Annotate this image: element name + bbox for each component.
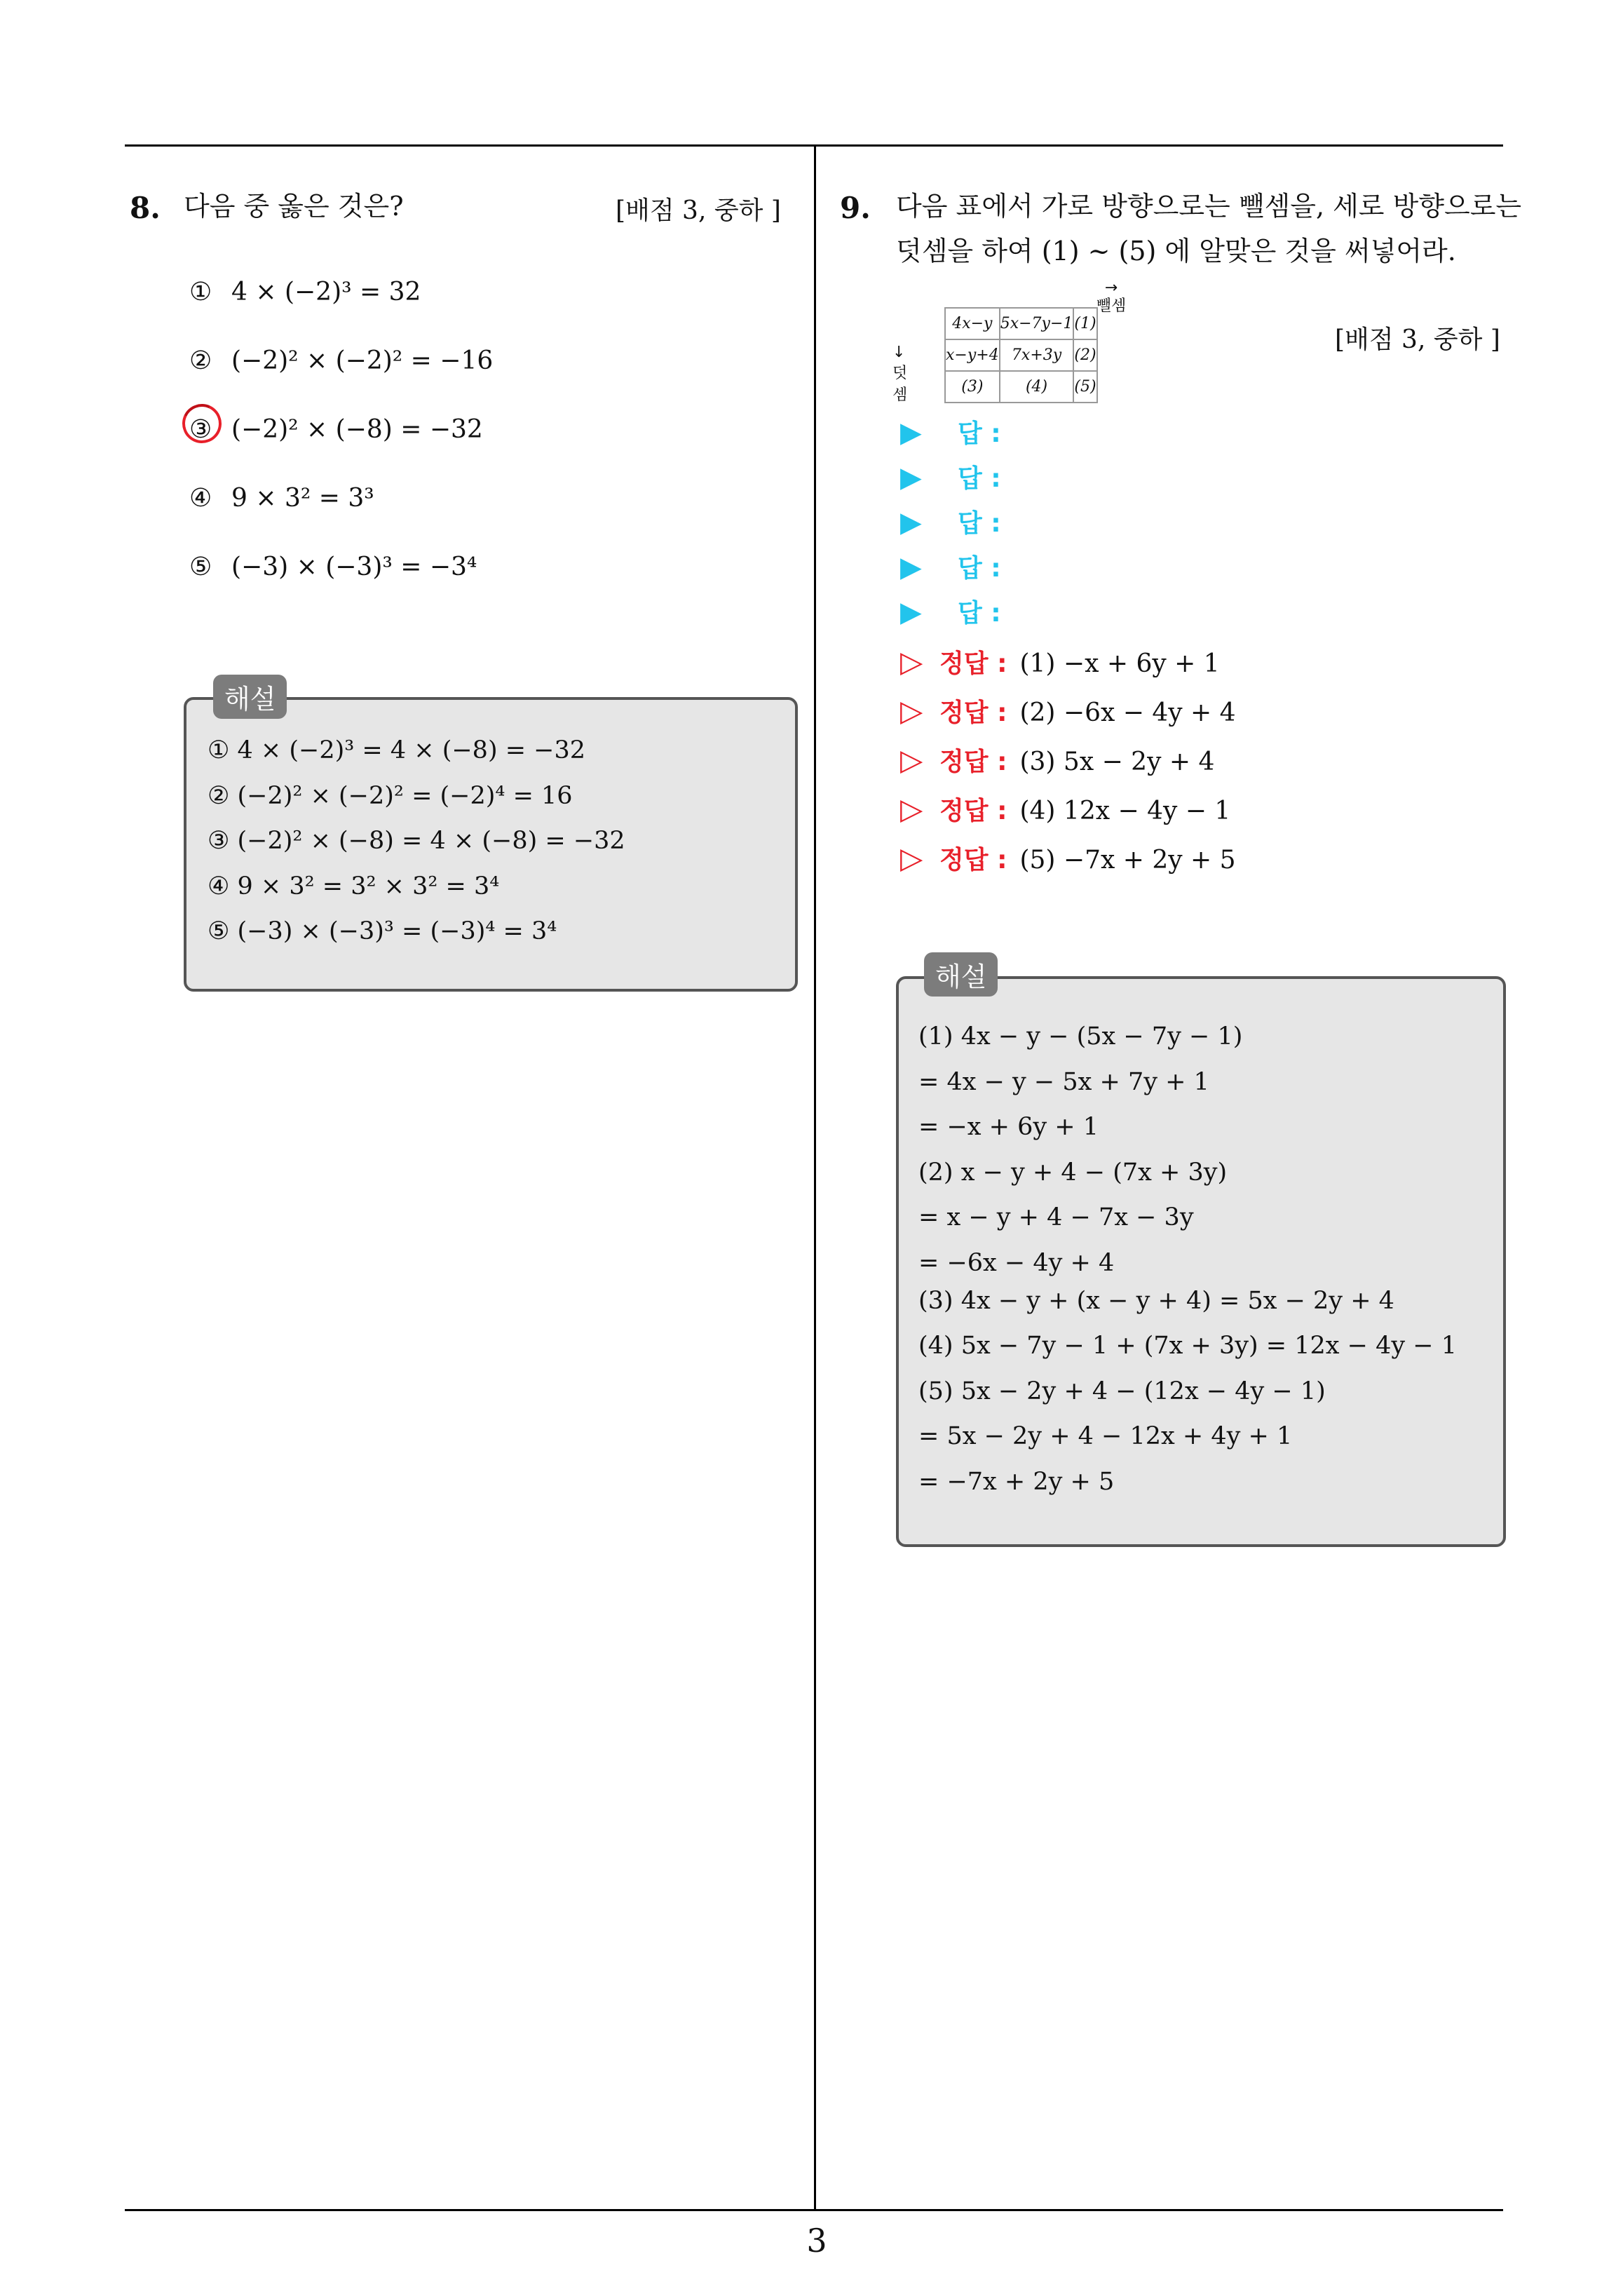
table-cell: (5) xyxy=(1073,371,1096,403)
correct-label: 정답 : xyxy=(939,846,1007,874)
solution-line: ④ 9 × 3² = 3² × 3² = 3⁴ xyxy=(208,872,500,900)
blue-triangle-icon: ▶ xyxy=(900,417,922,449)
blue-triangle-icon: ▶ xyxy=(900,461,922,494)
answer-label: 답 : xyxy=(958,554,1001,583)
choice-mark: ② xyxy=(189,346,212,375)
answer-prompt[interactable] xyxy=(900,459,1001,494)
answer-label: 답 : xyxy=(958,464,1001,493)
table-cell: 4x−y xyxy=(945,308,1000,339)
correct-answer xyxy=(900,644,1220,680)
blue-triangle-icon: ▶ xyxy=(900,506,922,539)
answer-prompt[interactable] xyxy=(900,504,1001,539)
q9-text-line1: 다음 표에서 가로 방향으로는 뺄셈을, 세로 방향으로는 xyxy=(896,191,1522,222)
table-cell: (4) xyxy=(1000,371,1074,403)
table-cell: (1) xyxy=(1073,308,1096,339)
choice-2[interactable] xyxy=(189,346,493,415)
operation-grid xyxy=(944,307,1098,403)
red-outline-triangle-icon: ▷ xyxy=(900,644,923,679)
solution-line: (5) 5x − 2y + 4 − (12x − 4y − 1) xyxy=(918,1377,1326,1405)
blue-triangle-icon: ▶ xyxy=(900,551,922,583)
q9-number: 9. xyxy=(840,191,871,225)
column-divider xyxy=(814,144,816,2210)
q8-number: 8. xyxy=(130,191,161,225)
solution-line: (3) 4x − y + (x − y + 4) = 5x − 2y + 4 xyxy=(918,1286,1394,1315)
answer-label: 답 : xyxy=(958,509,1001,538)
choice-expr: 4 × (−2)³ = 32 xyxy=(231,278,421,306)
q8-solution-lines xyxy=(208,736,625,963)
correct-label: 정답 : xyxy=(939,797,1007,825)
correct-value: (4) 12x − 4y − 1 xyxy=(1019,797,1231,825)
choice-1[interactable] xyxy=(189,278,493,346)
solution-line: (1) 4x − y − (5x − 7y − 1) xyxy=(918,1022,1243,1051)
correct-label: 정답 : xyxy=(939,649,1007,678)
solution-line: ① 4 × (−2)³ = 4 × (−8) = −32 xyxy=(208,736,586,764)
table-cell: (3) xyxy=(945,371,1000,403)
right-arrow-icon: → xyxy=(1104,279,1118,297)
correct-answer xyxy=(900,742,1214,778)
blue-triangle-icon: ▶ xyxy=(900,596,922,628)
solution-line: = 5x − 2y + 4 − 12x + 4y + 1 xyxy=(918,1422,1293,1450)
solution-line: = 4x − y − 5x + 7y + 1 xyxy=(918,1067,1209,1096)
correct-answer xyxy=(900,693,1236,729)
choice-mark: ① xyxy=(189,278,212,306)
choice-expr: (−3) × (−3)³ = −3⁴ xyxy=(231,553,477,581)
red-outline-triangle-icon: ▷ xyxy=(900,792,923,826)
correct-value: (1) −x + 6y + 1 xyxy=(1019,649,1220,678)
choice-expr: 9 × 3² = 3³ xyxy=(231,484,374,513)
solution-line: (4) 5x − 7y − 1 + (7x + 3y) = 12x − 4y − 1 xyxy=(918,1332,1458,1360)
solution-line: = −6x − 4y + 4 xyxy=(918,1248,1115,1277)
correct-answer xyxy=(900,840,1236,876)
q9-text-line2: 덧셈을 하여 (1) ~ (5) 에 알맞은 것을 써넣어라. xyxy=(896,236,1456,266)
red-outline-triangle-icon: ▷ xyxy=(900,743,923,777)
solution-line: (2) x − y + 4 − (7x + 3y) xyxy=(918,1158,1228,1187)
table-cell: 7x+3y xyxy=(1000,339,1074,371)
choice-mark: ④ xyxy=(189,484,212,513)
answer-prompt[interactable] xyxy=(900,414,1001,450)
answer-prompt[interactable] xyxy=(900,548,1001,584)
solution-line: = x − y + 4 − 7x − 3y xyxy=(918,1203,1194,1231)
solution-line: ② (−2)² × (−2)² = (−2)⁴ = 16 xyxy=(208,781,573,810)
answer-prompt[interactable] xyxy=(900,593,1001,629)
choice-3[interactable] xyxy=(189,415,493,484)
correct-value: (2) −6x − 4y + 4 xyxy=(1019,698,1236,727)
correct-label: 정답 : xyxy=(939,748,1007,776)
solution-line: = −7x + 2y + 5 xyxy=(918,1467,1115,1496)
q9-meta: [배점 3, 중하 ] xyxy=(1335,325,1500,354)
choice-expr: (−2)² × (−2)² = −16 xyxy=(231,346,494,375)
q8-meta: [배점 3, 중하 ] xyxy=(616,196,781,225)
red-outline-triangle-icon: ▷ xyxy=(900,694,923,728)
q8-choices xyxy=(189,278,493,621)
table-cell: (2) xyxy=(1073,339,1096,371)
solution-line: ③ (−2)² × (−8) = 4 × (−8) = −32 xyxy=(208,827,625,855)
table-cell: x−y+4 xyxy=(945,339,1000,371)
choice-5[interactable] xyxy=(189,553,493,621)
choice-4[interactable] xyxy=(189,484,493,553)
solution-line: ⑤ (−3) × (−3)³ = (−3)⁴ = 3⁴ xyxy=(208,917,557,945)
answer-label: 답 : xyxy=(958,419,1001,448)
q9-solution-tag: 해설 xyxy=(924,952,998,997)
choice-mark: ⑤ xyxy=(189,553,212,581)
table-side-label: ↓덧셈 xyxy=(892,344,908,404)
choice-expr: (−2)² × (−8) = −32 xyxy=(231,415,483,444)
correct-answer xyxy=(900,791,1230,827)
table-cell: 5x−7y−1 xyxy=(1000,308,1074,339)
choice-mark: ③ xyxy=(189,415,212,444)
q8-text: 다음 중 옳은 것은? xyxy=(184,191,404,222)
correct-value: (5) −7x + 2y + 5 xyxy=(1019,846,1236,874)
bottom-rule xyxy=(125,2209,1503,2211)
correct-value: (3) 5x − 2y + 4 xyxy=(1019,748,1215,776)
answer-label: 답 : xyxy=(958,599,1001,628)
q9-solution-lines xyxy=(918,1022,1457,1513)
red-outline-triangle-icon: ▷ xyxy=(900,841,923,875)
solution-line: = −x + 6y + 1 xyxy=(918,1113,1099,1141)
correct-label: 정답 : xyxy=(939,698,1007,727)
q8-solution-tag: 해설 xyxy=(213,675,287,719)
page-number: 3 xyxy=(806,2222,827,2260)
table-header-label: 뺄셈 xyxy=(1096,297,1127,315)
